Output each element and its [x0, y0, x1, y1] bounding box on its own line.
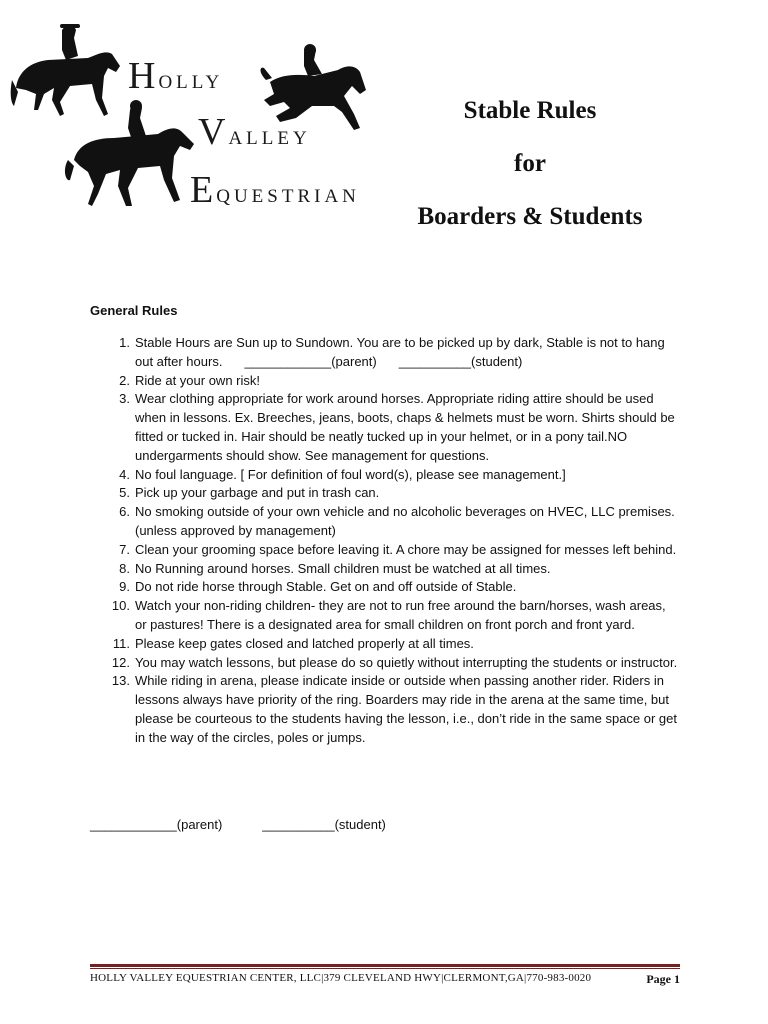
rule-number: 13.: [111, 673, 130, 689]
rule-text: Watch your non-riding children- they are not to run free around the barn/horses, wash areas, or pastures! There is a designated area for small children on front porch and front yard.: [135, 598, 666, 632]
rule-number: 1.: [119, 335, 130, 350]
rule-item: [90, 503, 680, 541]
title-line-1: Stable Rules: [463, 97, 597, 124]
section-heading: General Rules: [90, 303, 178, 318]
rule-text: Do not ride horse through Stable. Get on and off outside of Stable.: [135, 579, 517, 595]
rule-text: You may watch lessons, but please do so quietly without interrupting the students or instructor.: [135, 654, 678, 670]
rule-item: [90, 635, 680, 654]
logo-word-valley: VALLEY: [198, 111, 311, 153]
rule-item: [90, 672, 680, 747]
rule-student-signature: __________(student): [398, 353, 523, 369]
rule-item: [90, 466, 680, 485]
rule-number: 8.: [119, 560, 130, 576]
rule-item: [90, 334, 680, 372]
rule-parent-signature: ____________(parent): [244, 353, 377, 369]
rule-item: [90, 390, 680, 465]
rule-text: Stable Hours are Sun up to Sundown. You are to be picked up by dark, Stable is not to hang out after hours.: [135, 335, 665, 369]
rule-text: No Running around horses. Small children must be watched at all times.: [135, 560, 551, 576]
logo-word-holly: HOLLY: [128, 55, 224, 97]
title-line-3: Boarders & Students: [417, 203, 643, 230]
rule-number: 3.: [119, 391, 130, 407]
rule-number: 5.: [119, 485, 130, 501]
rule-number: 7.: [119, 541, 130, 557]
rule-text: Clean your grooming space before leaving it. A chore may be assigned for messes left behind.: [135, 541, 677, 557]
rule-text: No smoking outside of your own vehicle and no alcoholic beverages on HVEC, LLC premises. (unless approved by management): [135, 504, 675, 538]
rule-text: While riding in arena, please indicate inside or outside when passing another rider. Riders in lessons always have priority of the ring. Boarders may ride in the arena at the same time, but please be courteous to the students having the lesson, i.e., don’t ride in the same space or get in the way of the circles, poles or jumps.: [135, 673, 678, 745]
rules-list: [90, 334, 680, 748]
holly-valley-logo: [8, 10, 368, 210]
rule-number: 2.: [119, 372, 130, 388]
rule-item: [90, 541, 680, 560]
rule-number: 4.: [119, 466, 130, 482]
student-signature: __________(student): [262, 817, 386, 832]
footer-address: HOLLY VALLEY EQUESTRIAN CENTER, LLC|379 CLEVELAND HWY|CLERMONT,GA|770-983-0020: [90, 972, 592, 984]
title-line-2: for: [514, 150, 546, 177]
signature-line: [90, 817, 386, 832]
rule-item: [90, 484, 680, 503]
rule-number: 10.: [111, 598, 130, 614]
rule-number: 12.: [111, 654, 130, 670]
rule-number: 6.: [119, 504, 130, 520]
rule-item: [90, 372, 680, 391]
rule-item: [90, 654, 680, 673]
footer-divider: [90, 964, 680, 967]
rule-item: [90, 578, 680, 597]
rule-text: No foul language. [ For definition of foul word(s), please see management.]: [135, 466, 566, 482]
page-number: Page 1: [646, 972, 680, 986]
rule-text: Wear clothing appropriate for work around horses. Appropriate riding attire should be used when in lessons. Ex. Breeches, jeans, boots, chaps & helmets must be worn. Shirts should be fitted or tucked in. Hair should be neatly tucked up in your helmet, or in a pony tail.NO undergarments should show. See management for questions.: [135, 391, 675, 463]
logo-word-equestrian: EQUESTRIAN: [190, 169, 360, 211]
document-title: [380, 90, 680, 249]
rule-number: 11.: [112, 635, 130, 651]
rule-text: Ride at your own risk!: [135, 372, 260, 388]
rule-text: Please keep gates closed and latched properly at all times.: [135, 635, 474, 651]
rule-item: [90, 597, 680, 635]
parent-signature: ____________(parent): [90, 817, 223, 832]
rule-text: Pick up your garbage and put in trash can.: [135, 485, 380, 501]
rule-item: [90, 560, 680, 579]
rule-number: 9.: [119, 579, 130, 595]
footer-divider-thin: [90, 968, 680, 969]
